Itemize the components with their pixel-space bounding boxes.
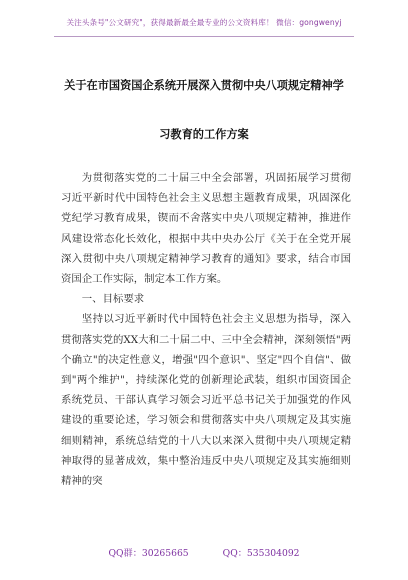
header-divider [54,36,354,37]
goals-paragraph: 坚持以习近平新时代中国特色社会主义思想为指导，深入贯彻落实党的XX大和二十届二中、三中全会精神，深刻领悟"两个确立"的决定性意义，增强"四个意识"、坚定"四个自信"、做到"两个维护"，持续深化党的创新理论武装，组织市国资国企系统党员、干部认真学习领会习近平总书记关于加强党的作风建设的重要论述，学习领会和贯彻落实中央八项规定及其实施细则精神，系统总结党的十八大以来深入贯彻中央八项规定精神取得的显著成效，集中整治违反中央八项规定及其实施细则精神的突 [61,313,351,488]
footer-qq-number: QQ：535304092 [222,548,300,559]
footer-qq-group: QQ群：30265665 [108,548,189,559]
document-body [61,168,351,491]
document-title-line-2: 习教育的工作方案 [159,128,249,141]
intro-paragraph: 为贯彻落实党的二十届三中全会部署，巩固拓展学习贯彻习近平新时代中国特色社会主义思想主题教育成果，巩固深化党纪学习教育成果，锲而不舍落实中央八项规定精神，推进作风建设常态化长效化，根据中共中央办公厅《关于在全党开展深入贯彻中央八项规定精神学习教育的通知》要求，结合市国资国企工作实际，制定本工作方案。 [61,172,351,286]
header-promo-note: 关注头条号"公文研究"，获得最新最全最专业的公文资料库！ 微信：gongwenyj [66,18,342,27]
document-title-line-1: 关于在市国资国企系统开展深入贯彻中央八项规定精神学 [64,79,344,92]
section-heading-goals: 一、目标要求 [81,293,145,306]
footer-contact [0,545,408,559]
